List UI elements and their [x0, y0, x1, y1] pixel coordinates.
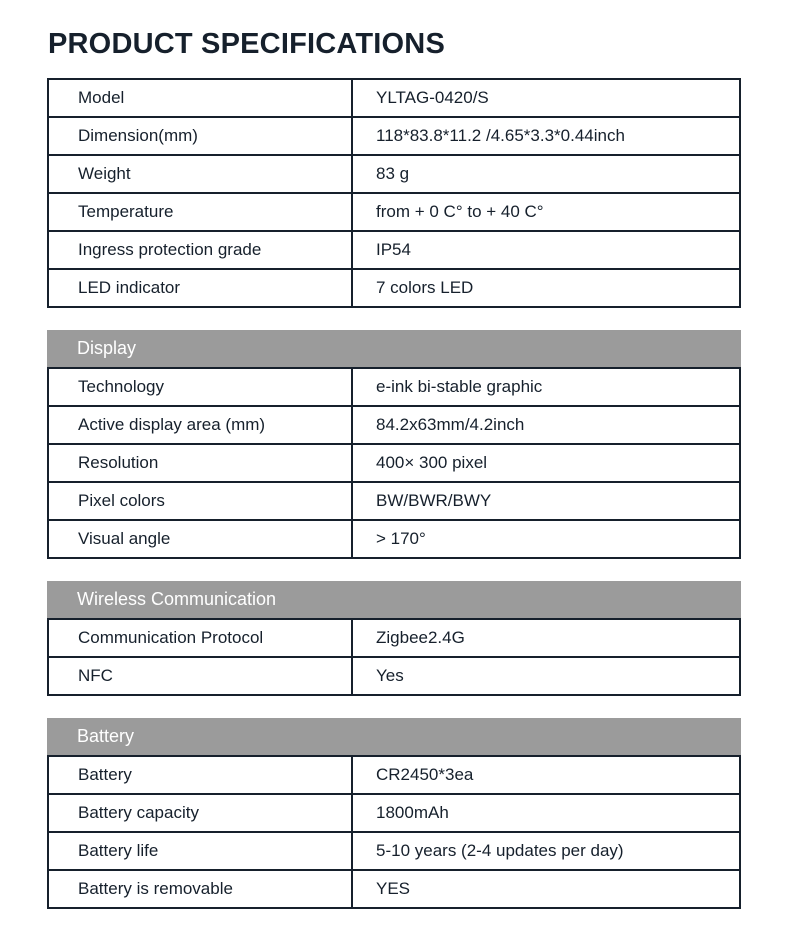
spec-section-wireless-communication: [47, 581, 741, 696]
spec-row: [49, 369, 739, 407]
spec-row: [49, 80, 739, 118]
spec-label-cell: NFC: [49, 658, 353, 694]
spec-value-cell: YLTAG-0420/S: [376, 88, 489, 107]
spec-value-cell: 83 g: [376, 164, 410, 183]
spec-label-cell: Battery life: [49, 833, 353, 869]
spec-value-cell: 84.2x63mm/4.2inch: [376, 415, 525, 434]
spec-value-cell: 400× 300 pixel: [376, 453, 488, 472]
spec-row: [49, 270, 739, 306]
spec-value-cell: 118*83.8*11.2 /4.65*3.3*0.44inch: [376, 126, 625, 145]
spec-row: [49, 407, 739, 445]
spec-row: [49, 620, 739, 658]
spec-table-display: [47, 367, 741, 559]
spec-value-cell: YES: [376, 879, 411, 898]
spec-section-battery: [47, 718, 741, 909]
spec-label-cell: Resolution: [49, 445, 353, 481]
spec-value-cell: Zigbee2.4G: [376, 628, 465, 647]
section-header-display: Display: [47, 330, 741, 367]
spec-row: [49, 232, 739, 270]
spec-row: [49, 658, 739, 694]
spec-value-cell: 5-10 years (2-4 updates per day): [376, 841, 624, 860]
spec-value-cell: > 170°: [376, 529, 426, 548]
spec-section-general: [47, 78, 741, 308]
spec-value-cell: from + 0 C° to + 40 C°: [376, 202, 544, 221]
spec-label-cell: Active display area (mm): [49, 407, 353, 443]
spec-label-cell: Weight: [49, 156, 353, 192]
spec-value-cell: CR2450*3ea: [376, 765, 474, 784]
spec-label-cell: Communication Protocol: [49, 620, 353, 656]
spec-label-cell: Ingress protection grade: [49, 232, 353, 268]
spec-row: [49, 833, 739, 871]
spec-row: [49, 118, 739, 156]
spec-row: [49, 483, 739, 521]
spec-row: [49, 156, 739, 194]
spec-label-cell: Battery capacity: [49, 795, 353, 831]
spec-row: [49, 757, 739, 795]
page-title: PRODUCT SPECIFICATIONS: [48, 28, 445, 60]
spec-value-cell: IP54: [376, 240, 411, 259]
spec-label-cell: Battery is removable: [49, 871, 353, 907]
spec-table-general: [47, 78, 741, 308]
spec-value-cell: e-ink bi-stable graphic: [376, 377, 543, 396]
spec-label-cell: Visual angle: [49, 521, 353, 557]
spec-table-battery: [47, 755, 741, 909]
spec-row: [49, 194, 739, 232]
spec-label-cell: Model: [49, 80, 353, 116]
spec-value-cell: 7 colors LED: [376, 278, 474, 297]
spec-label-cell: Pixel colors: [49, 483, 353, 519]
spec-table-wireless-communication: [47, 618, 741, 696]
spec-row: [49, 445, 739, 483]
spec-row: [49, 871, 739, 907]
section-header-battery: Battery: [47, 718, 741, 755]
section-header-wireless-communication: Wireless Communication: [47, 581, 741, 618]
spec-label-cell: Battery: [49, 757, 353, 793]
spec-value-cell: 1800mAh: [376, 803, 449, 822]
spec-label-cell: Dimension(mm): [49, 118, 353, 154]
spec-value-cell: Yes: [376, 666, 404, 685]
spec-label-cell: Technology: [49, 369, 353, 405]
spec-value-cell: BW/BWR/BWY: [376, 491, 492, 510]
spec-row: [49, 795, 739, 833]
spec-label-cell: LED indicator: [49, 270, 353, 306]
spec-row: [49, 521, 739, 557]
spec-sections: [47, 78, 741, 909]
spec-section-display: [47, 330, 741, 559]
spec-label-cell: Temperature: [49, 194, 353, 230]
